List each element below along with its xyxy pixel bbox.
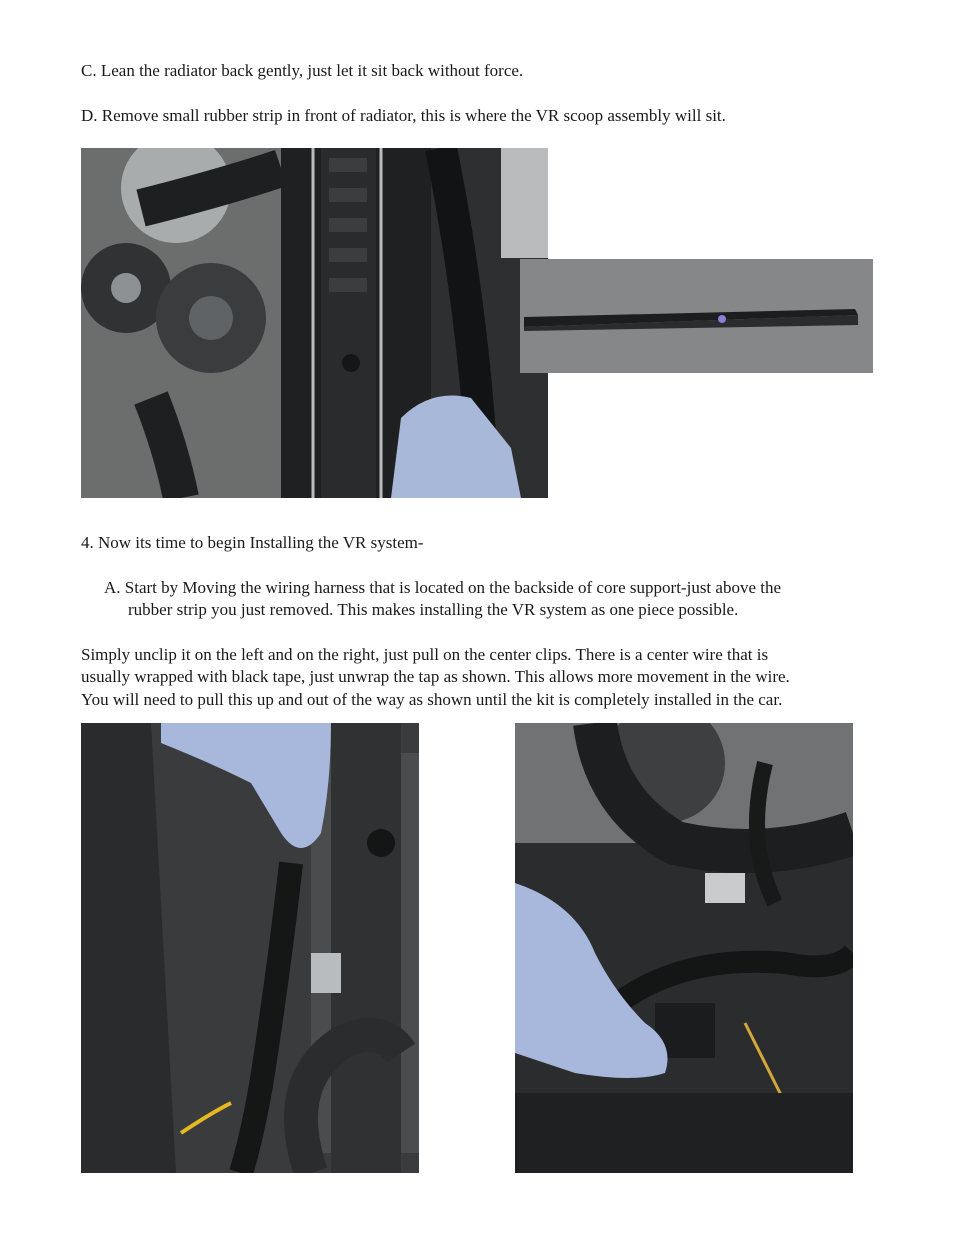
instruction-line-1: Simply unclip it on the left and on the right, just pull on the center clips. There is a center wire that is xyxy=(81,645,769,664)
instruction-line-3: You will need to pull this up and out of the way as shown until the kit is completely installed in the car. xyxy=(81,690,783,709)
step-a-line-1: A. Start by Moving the wiring harness that is located on the backside of core support-just above the xyxy=(104,578,782,597)
harness-unclip-photo xyxy=(81,723,419,1173)
harness-connector-photo xyxy=(515,723,853,1173)
step-c-text: C. Lean the radiator back gently, just let it sit back without force. xyxy=(81,61,524,80)
radiator-photo xyxy=(81,148,548,498)
instruction-line-2: usually wrapped with black tape, just unwrap the tap as shown. This allows more movement in the wire. xyxy=(81,667,790,686)
section-4-heading: 4. Now its time to begin Installing the VR system- xyxy=(81,533,424,552)
step-d-text: D. Remove small rubber strip in front of radiator, this is where the VR scoop assembly will sit. xyxy=(81,106,726,125)
step-a-line-2: rubber strip you just removed. This makes installing the VR system as one piece possible. xyxy=(128,600,739,619)
rubber-strip-photo xyxy=(520,259,873,373)
